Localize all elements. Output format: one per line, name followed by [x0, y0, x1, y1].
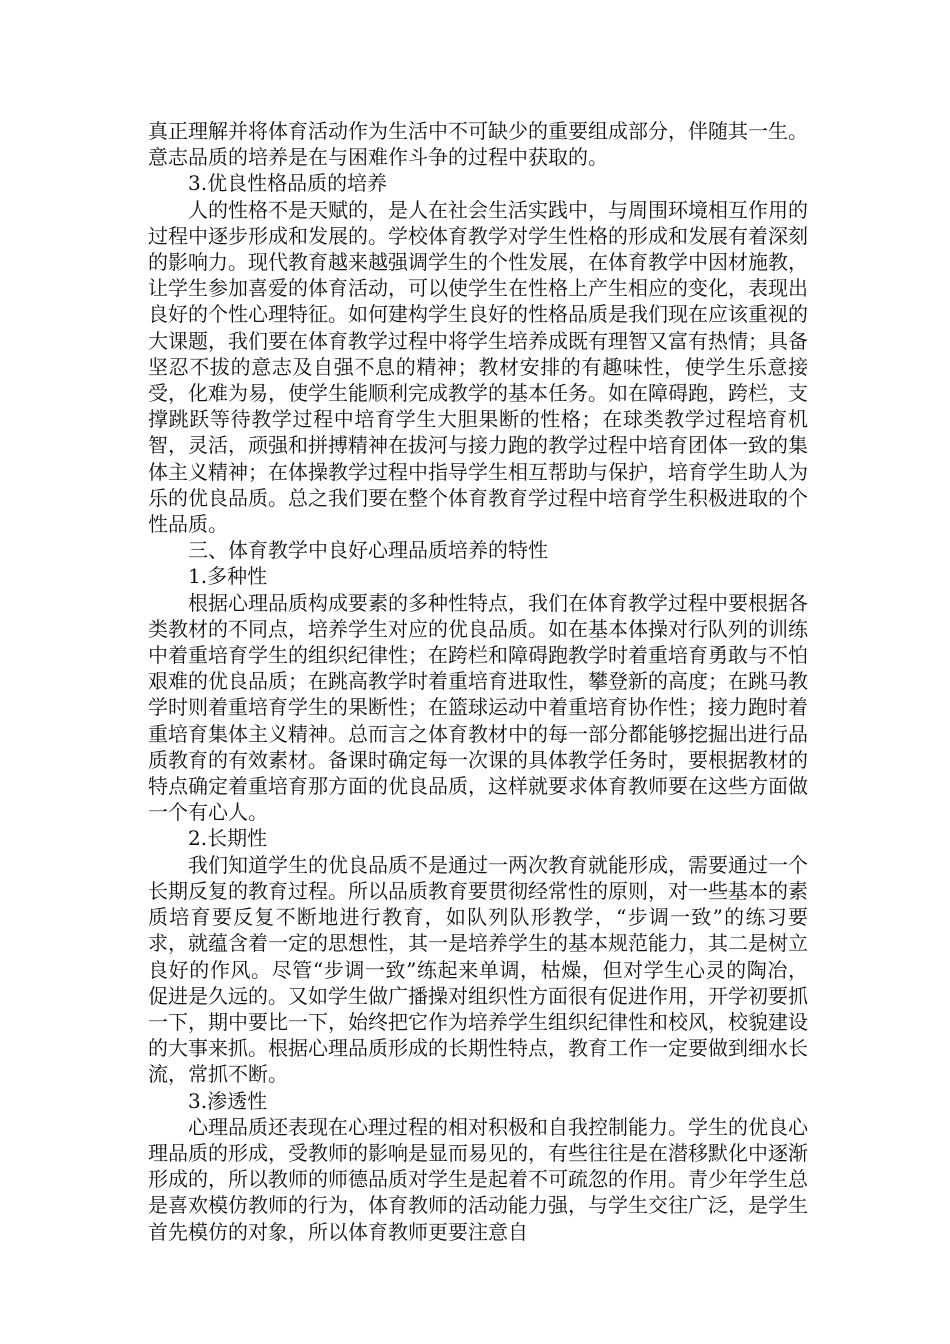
document-body [148, 118, 808, 1245]
paragraph-long-term: 我们知道学生的优良品质不是通过一两次教育就能形成，需要通过一个长期反复的教育过程。所以品质教育要贯彻经常性的原则，对一些基本的素质培育要反复不断地进行教育，如队列队形教学，“步调一致”的练习要求，就蕴含着一定的思想性，其一是培养学生的基本规范能力，其二是树立良好的作风。尽管“步调一致”练起来单调，枯燥，但对学生心灵的陶冶，促进是久远的。又如学生做广播操对组织性方面很有促进作用，开学初要抓一下，期中要比一下，始终把它作为培养学生组织纪律性和校风，校貌建设的大事来抓。根据心理品质形成的长期性特点，教育工作一定要做到细水长流，常抓不断。 [148, 852, 808, 1087]
paragraph-permeability: 心理品质还表现在心理过程的相对积极和自我控制能力。学生的优良心理品质的形成，受教师的影响是显而易见的，有些往往是在潜移默化中逐渐形成的，所以教师的师德品质对学生是起着不可疏忽的作用。青少年学生总是喜欢模仿教师的行为，体育教师的活动能力强，与学生交往广泛，是学生首先模仿的对象，所以体育教师更要注意自 [148, 1114, 808, 1244]
paragraph-diversity: 根据心理品质构成要素的多种性特点，我们在体育教学过程中要根据各类教材的不同点，培养学生对应的优良品质。如在基本体操对行队列的训练中着重培育学生的组织纪律性；在跨栏和障碍跑教学时着重培育勇敢与不怕艰难的优良品质；在跳高教学时着重培育进取性，攀登新的高度；在跳马教学时则着重培育学生的果断性；在篮球运动中着重培育协作性；接力跑时着重培育集体主义精神。总而言之体育教材中的每一部分都能够挖掘出进行品质教育的有效素材。备课时确定每一次课的具体教学任务时，要根据教材的特点确定着重培育那方面的优良品质，这样就要求体育教师要在这些方面做一个有心人。 [148, 590, 808, 825]
paragraph-intro-continuation: 真正理解并将体育活动作为生活中不可缺少的重要组成部分，伴随其一生。意志品质的培养是在与困难作斗争的过程中获取的。 [148, 119, 808, 170]
section-heading-diversity: 1.多种性 [188, 564, 268, 589]
chapter-heading-characteristics: 三、体育教学中良好心理品质培养的特性 [188, 538, 548, 563]
section-heading-long-term: 2.长期性 [188, 826, 268, 851]
paragraph-character: 人的性格不是天赋的，是人在社会生活实践中，与周围环境相互作用的过程中逐步形成和发展的。学校体育教学对学生性格的形成和发展有着深刻的影响力。现代教育越来越强调学生的个性发展，在体育教学中因材施教，让学生参加喜爱的体育活动，可以使学生在性格上产生相应的变化，表现出良好的个性心理特征。如何建构学生良好的性格品质是我们现在应该重视的大课题，我们要在体育教学过程中将学生培养成既有理智又富有热情；具备坚忍不拔的意志及自强不息的精神；教材安排的有趣味性，使学生乐意接受，化难为易，使学生能顺利完成教学的基本任务。如在障碍跑，跨栏，支撑跳跃等待教学过程中培育学生大胆果断的性格；在球类教学过程培育机智，灵活，顽强和拼搏精神在拔河与接力跑的教学过程中培育团体一致的集体主义精神；在体操教学过程中指导学生相互帮助与保护，培育学生助人为乐的优良品质。总之我们要在整个体育教育学过程中培育学生积极进取的个性品质。 [148, 197, 808, 537]
section-heading-character: 3.优良性格品质的培养 [188, 171, 388, 196]
section-heading-permeability: 3.渗透性 [188, 1088, 268, 1113]
